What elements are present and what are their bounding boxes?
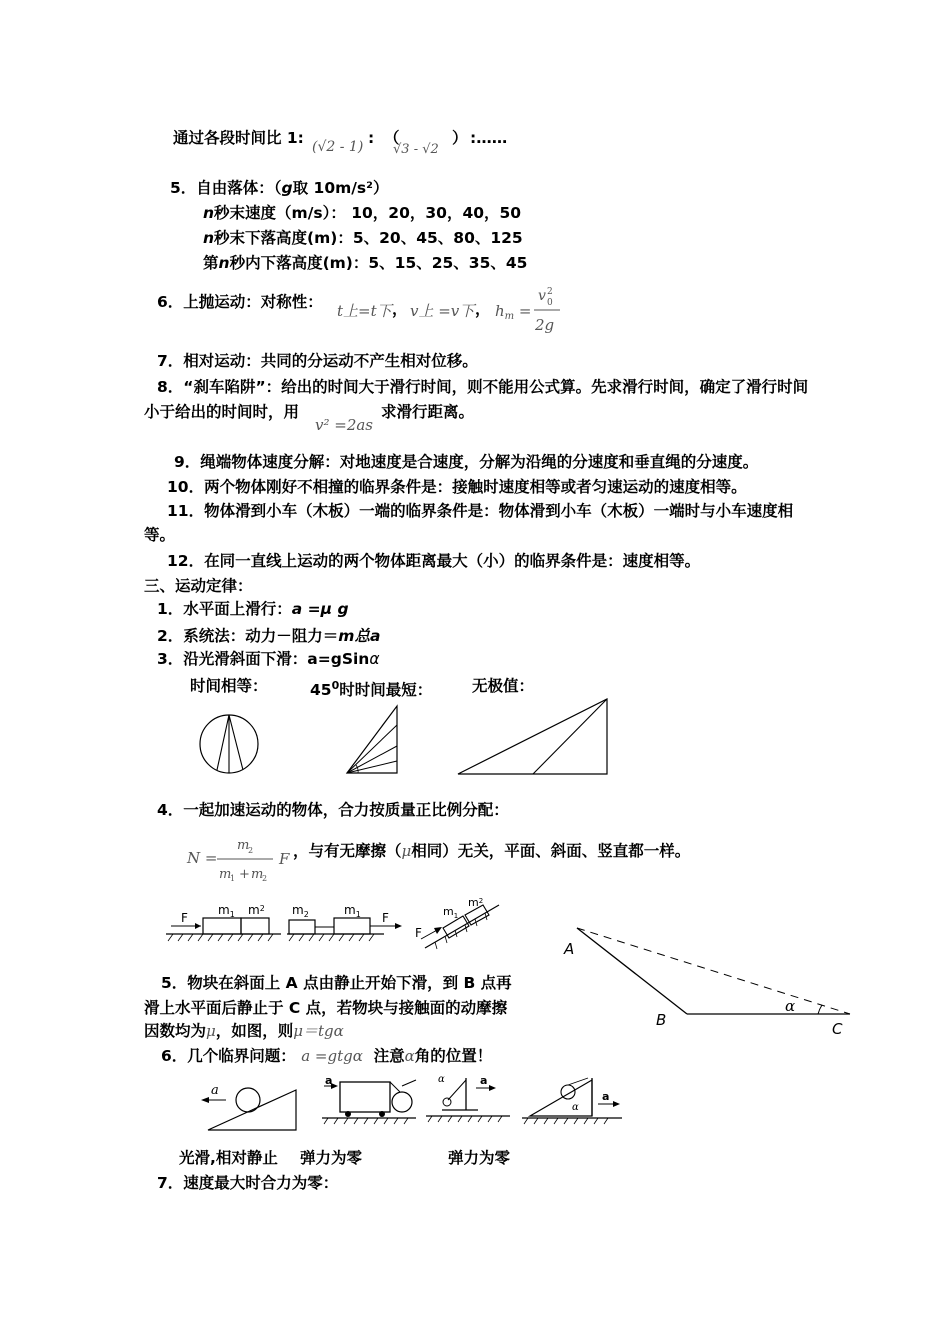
ratio-term-1: (√2 - 1) — [312, 139, 364, 155]
mass-label-m2: $m^2$ — [248, 903, 265, 917]
max-velocity-line: 7．速度最大时合力为零： — [157, 1174, 339, 1192]
max-height-formula: $h_m$ = — [495, 302, 532, 322]
svg-text:m: m — [219, 867, 232, 882]
force-label-right: F — [382, 911, 389, 925]
angle-alpha-label-2: α — [438, 1074, 445, 1085]
free-fall-nth-second: 第n秒内下落高度(m)：5、15、25、35、45 — [203, 254, 528, 272]
ratio-paren-open: （ — [384, 129, 400, 147]
point-C-label: C — [832, 1020, 843, 1038]
mass-label-incline-m2: $m^2$ — [468, 896, 484, 909]
cart-ball-figure — [320, 1074, 420, 1126]
symmetry-velocity-formula: v上 =v下 — [410, 302, 475, 320]
formula-separator-2: ， — [475, 300, 491, 318]
ratio-colon: : — [368, 129, 375, 147]
blocks-incline-figure — [413, 893, 513, 955]
svg-text:2: 2 — [547, 287, 553, 297]
stand-pendulum-figure — [424, 1072, 512, 1127]
force-label: F — [181, 911, 188, 925]
smooth-incline-line: 3．沿光滑斜面下滑：a=gSinα — [157, 650, 380, 668]
slope-abc-figure — [560, 922, 860, 1042]
svg-text:+: + — [239, 867, 250, 882]
max-height-fraction — [532, 286, 562, 338]
caption-zero-force-2: 弹力为零 — [448, 1149, 511, 1167]
ball-on-wedge-figure — [198, 1078, 303, 1133]
point-B-label: B — [656, 1011, 667, 1029]
braking-formula: v² =2as — [315, 416, 374, 434]
line-time-ratio — [173, 128, 304, 148]
caption-zero-force-1: 弹力为零 — [300, 1149, 363, 1167]
force-label-incline: F — [415, 926, 422, 940]
svg-text:1: 1 — [230, 874, 236, 883]
max-distance-line: 12．在同一直线上运动的两个物体距离最大（小）的临界条件是：速度相等。 — [167, 552, 701, 570]
acceleration-label-4: a — [602, 1090, 610, 1103]
svg-text:m: m — [237, 838, 250, 853]
caption-45-degree: $45^0$时时间最短： — [310, 679, 433, 700]
svg-text:2: 2 — [248, 846, 254, 855]
ratio-term-2: √3 - √2 — [393, 142, 439, 157]
svg-text:2g: 2g — [535, 316, 555, 334]
ratio-tail: :…… — [470, 129, 508, 147]
slope-problem-line-3: 因数均为μ，如图，则μ＝tgα — [144, 1022, 344, 1040]
formula-F: F — [279, 850, 290, 868]
symmetry-time-formula: t上=t下 — [337, 302, 392, 320]
svg-text:v: v — [538, 288, 546, 304]
free-fall-velocity: n秒末速度（m/s）： 10，20，30，40，50 — [203, 204, 522, 222]
ratio-paren-close: ） — [452, 129, 468, 147]
incline-45-figure — [340, 703, 402, 778]
svg-text:0: 0 — [547, 298, 553, 308]
ball-incline-cart-figure — [520, 1074, 625, 1126]
circle-chords-figure — [195, 710, 265, 780]
no-collision-line: 10．两个物体刚好不相撞的临界条件是：接触时速度相等或者匀速运动的速度相等。 — [167, 478, 747, 496]
braking-trap-line-2: 小于给出的时间时，用 — [144, 403, 300, 421]
svg-text:m: m — [251, 867, 264, 882]
acceleration-label-3: a — [480, 1074, 488, 1087]
relative-motion-line: 7．相对运动：共同的分运动不产生相对位移。 — [157, 352, 478, 370]
svg-text:2: 2 — [262, 874, 268, 883]
slope-problem-line-2: 滑上水平面后静止于 C 点，若物块与接触面的动摩擦 — [144, 999, 508, 1017]
mass-label-incline-m1: $m_1$ — [443, 905, 459, 920]
mass-label-m2-left: $m_2$ — [292, 903, 309, 919]
system-method-line: 2．系统法：动力－阻力＝m总a — [157, 627, 381, 645]
proportional-note: ，与有无摩擦（μ相同）无关，平面、斜面、竖直都一样。 — [293, 842, 691, 860]
braking-trap-line-2-tail: 求滑行距离。 — [381, 403, 475, 421]
free-fall-heading: 5．自由落体：（g取 10m/s²） — [170, 179, 389, 197]
proportional-distribution-line: 4．一起加速运动的物体，合力按质量正比例分配： — [157, 801, 509, 819]
formula-separator: ， — [392, 300, 408, 318]
formula-N: N = — [187, 849, 218, 867]
long-incline-figure — [455, 695, 615, 780]
angle-alpha-label-3: α — [572, 1102, 579, 1113]
blocks-push-figure — [163, 900, 283, 952]
horizontal-slide-line: 1．水平面上滑行：a =μ g — [157, 600, 349, 618]
acceleration-label-2: a — [325, 1074, 333, 1087]
upward-throw-label: 6．上抛运动：对称性： — [157, 293, 323, 311]
caption-no-extreme: 无极值： — [472, 677, 535, 695]
angle-alpha-label: α — [785, 997, 796, 1015]
caption-equal-time: 时间相等： — [190, 677, 268, 695]
mass-label-m1: $m_1$ — [218, 903, 235, 919]
rope-velocity-line: 9．绳端物体速度分解：对地速度是合速度，分解为沿绳的分速度和垂直绳的分速度。 — [174, 453, 759, 471]
free-fall-height: n秒末下落高度(m)：5、20、45、80、125 — [203, 229, 523, 247]
braking-trap-line-1: 8．“刹车陷阱”：给出的时间大于滑行时间，则不能用公式算。先求滑行时间，确定了滑行时间 — [157, 378, 809, 396]
mass-label-m1-right: $m_1$ — [344, 903, 361, 919]
slope-problem-line-1: 5．物块在斜面上 A 点由静止开始下滑，到 B 点再 — [161, 974, 512, 992]
cart-end-line-1: 11．物体滑到小车（木板）一端的临界条件是：物体滑到小车（木板）一端时与小车速度相 — [167, 502, 794, 520]
acceleration-label-1: a — [211, 1083, 219, 1098]
blocks-pull-figure — [284, 900, 404, 952]
critical-problems-line: 6．几个临界问题： a =gtgα 注意α角的位置！ — [161, 1047, 493, 1065]
cart-end-line-2: 等。 — [144, 526, 176, 544]
section-heading-laws: 三、运动定律： — [144, 577, 253, 595]
point-A-label: A — [564, 940, 575, 958]
caption-smooth-static: 光滑,相对静止 — [179, 1149, 278, 1167]
mass-fraction — [215, 832, 275, 886]
time-ratio-label: 通过各段时间比 1: — [173, 129, 304, 147]
